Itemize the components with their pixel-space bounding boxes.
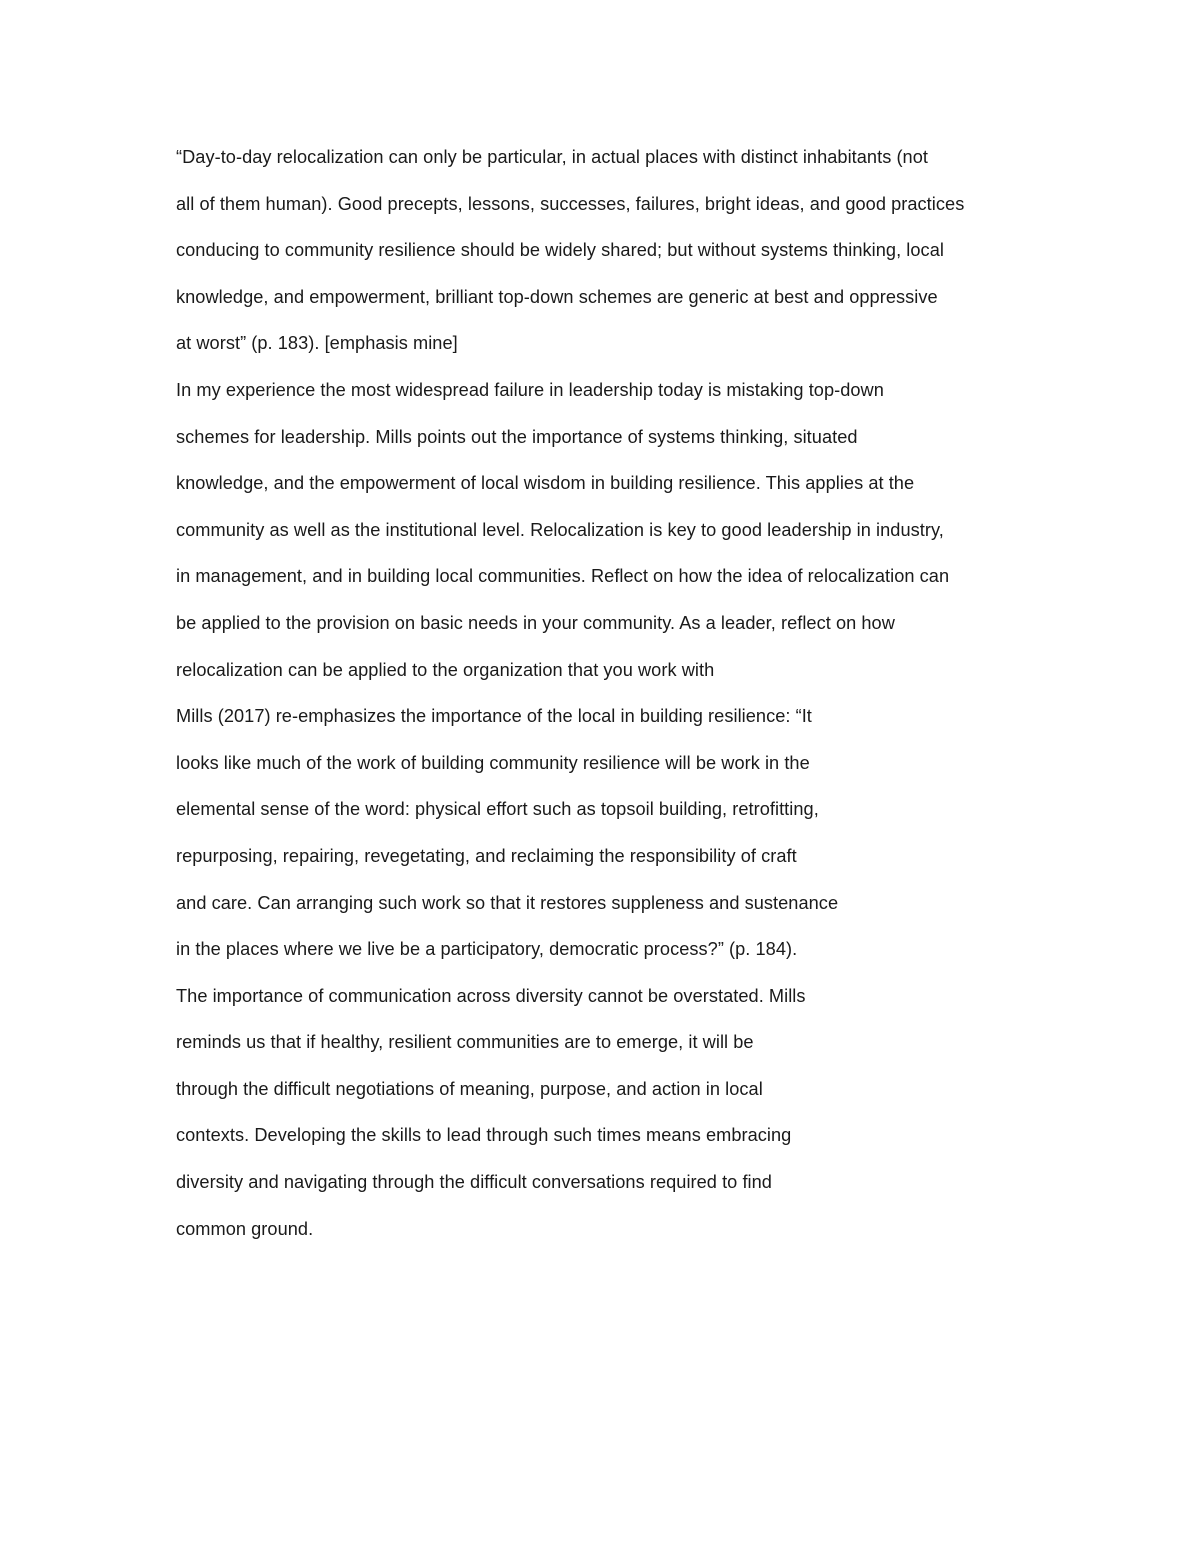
text-line: looks like much of the work of building community resilience will be work in the: [176, 752, 810, 773]
text-line: The importance of communication across diversity cannot be overstated. Mills: [176, 985, 806, 1006]
text-line: in management, and in building local communities. Reflect on how the idea of relocalization can: [176, 566, 950, 587]
text-line: at worst” (p. 183). [emphasis mine]: [176, 333, 458, 354]
text-line: diversity and navigating through the difficult conversations required to find: [176, 1172, 772, 1193]
text-line: community as well as the institutional level. Relocalization is key to good leadership in industry,: [176, 519, 944, 540]
text-line: reminds us that if healthy, resilient communities are to emerge, it will be: [176, 1032, 754, 1053]
text-line: be applied to the provision on basic needs in your community. As a leader, reflect on how: [176, 612, 895, 633]
text-line: contexts. Developing the skills to lead through such times means embracing: [176, 1125, 792, 1146]
text-line: knowledge, and empowerment, brilliant top-down schemes are generic at best and oppressive: [176, 286, 938, 307]
text-line: Mills (2017) re-emphasizes the importance of the local in building resilience: “It: [176, 706, 812, 727]
text-line: through the difficult negotiations of meaning, purpose, and action in local: [176, 1078, 763, 1099]
text-line: in the places where we live be a participatory, democratic process?” (p. 184).: [176, 939, 798, 960]
text-line: and care. Can arranging such work so that it restores suppleness and sustenance: [176, 892, 839, 913]
text-line: repurposing, repairing, revegetating, and reclaiming the responsibility of craft: [176, 845, 797, 866]
text-line: knowledge, and the empowerment of local wisdom in building resilience. This applies at the: [176, 473, 915, 494]
document-body: [176, 140, 1076, 1258]
text-line: conducing to community resilience should be widely shared; but without systems thinking, local: [176, 240, 944, 261]
text-line: schemes for leadership. Mills points out the importance of systems thinking, situated: [176, 426, 858, 447]
text-line: In my experience the most widespread failure in leadership today is mistaking top-down: [176, 379, 884, 400]
text-line: elemental sense of the word: physical effort such as topsoil building, retrofitting,: [176, 799, 819, 820]
text-line: common ground.: [176, 1218, 314, 1239]
text-line: relocalization can be applied to the organization that you work with: [176, 659, 715, 680]
text-line: all of them human). Good precepts, lessons, successes, failures, bright ideas, and good practices: [176, 193, 965, 214]
text-line: “Day-to-day relocalization can only be particular, in actual places with distinct inhabitants (not: [176, 147, 928, 167]
